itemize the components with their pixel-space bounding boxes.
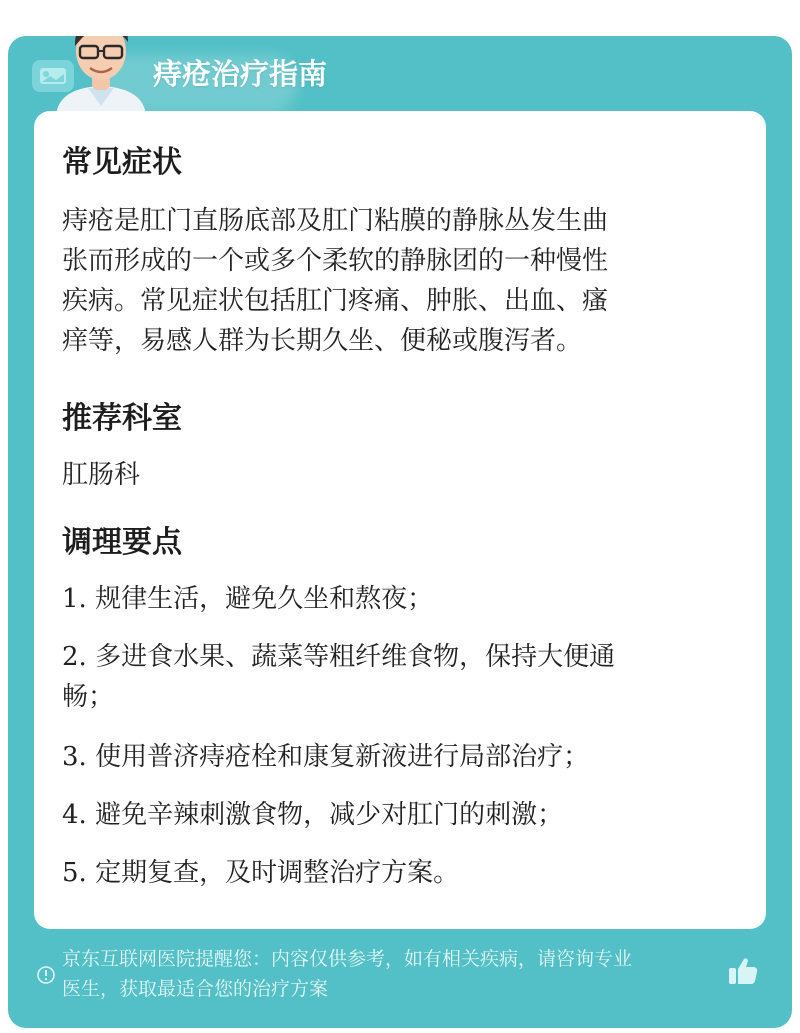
care-item-number: 3. — [62, 742, 87, 772]
doctor-avatar — [48, 36, 154, 116]
disclaimer — [62, 944, 732, 1004]
content-card — [34, 111, 766, 929]
care-item-text: 多进食水果、蔬菜等粗纤维食物，保持大便通 — [95, 642, 616, 672]
section-title-department: 推荐科室 — [62, 401, 182, 436]
care-item-text: 避免辛辣刺激食物，减少对肛门的刺激； — [95, 800, 564, 830]
department-value: 肛肠科 — [62, 460, 141, 490]
info-icon — [36, 965, 56, 985]
page-title: 痔疮治疗指南 — [153, 57, 328, 91]
symptoms-line: 张而形成的一个或多个柔软的静脉团的一种慢性 — [62, 246, 609, 276]
care-item-number: 4. — [62, 800, 87, 830]
guide-container — [8, 36, 792, 1028]
section-title-care: 调理要点 — [62, 525, 182, 560]
care-item — [62, 579, 742, 619]
thumbs-up-icon[interactable] — [726, 954, 760, 988]
symptoms-paragraph — [62, 201, 742, 361]
care-item-number: 2. — [62, 642, 87, 672]
care-item — [62, 795, 742, 835]
care-item-number: 5. — [62, 858, 87, 888]
section-title-symptoms: 常见症状 — [62, 145, 182, 180]
symptoms-line: 痔疮是肛门直肠底部及肛门粘膜的静脉丛发生曲 — [62, 206, 609, 236]
care-item-number: 1. — [62, 584, 87, 614]
symptoms-line: 痒等，易感人群为长期久坐、便秘或腹泻者。 — [62, 326, 583, 356]
care-item — [62, 853, 742, 893]
symptoms-line: 疾病。常见症状包括肛门疼痛、肿胀、出血、瘙 — [62, 286, 609, 316]
care-item — [62, 737, 742, 777]
disclaimer-line: 京东互联网医院提醒您：内容仅供参考，如有相关疾病，请咨询专业 — [62, 948, 633, 970]
care-item-text: 畅； — [62, 682, 115, 712]
care-item — [62, 637, 742, 717]
care-item-text: 使用普济痔疮栓和康复新液进行局部治疗； — [95, 742, 590, 772]
care-item-text: 定期复查，及时调整治疗方案。 — [95, 858, 460, 888]
care-item-text: 规律生活，避免久坐和熬夜； — [95, 584, 434, 614]
disclaimer-line: 医生，获取最适合您的治疗方案 — [62, 978, 329, 1000]
